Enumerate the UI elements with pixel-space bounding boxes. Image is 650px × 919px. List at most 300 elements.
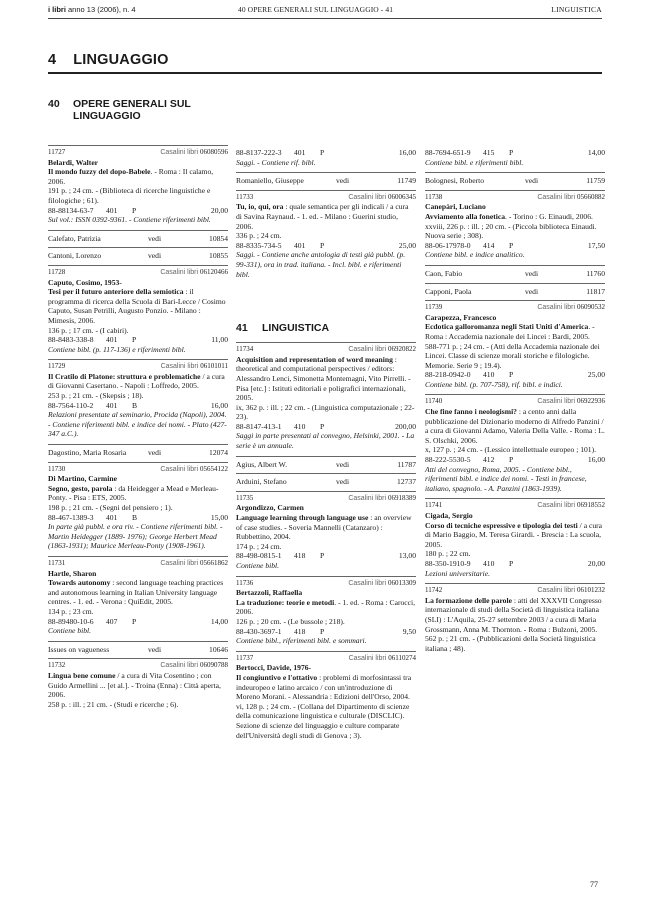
entry-class: 401 xyxy=(106,335,118,345)
entry-title: Il Cratilo di Platone: struttura e problematiche xyxy=(48,371,201,381)
entry-imprint: : theoretical and computational perspectives / editors: Alessandro Lenci, Simonetta Montemagni, Vito Pirrelli. - Pisa [etc.] : Istituti editoriali e poligrafici internazionali, 2005. xyxy=(236,354,411,403)
entry-isbn-row xyxy=(48,335,228,345)
entry-source xyxy=(537,501,605,511)
entry-letter: P xyxy=(509,455,514,465)
entry-number: 11738 xyxy=(425,192,443,201)
entry-class: 410 xyxy=(483,558,495,568)
entry-note: Contiene bibl. e riferimenti bibl. xyxy=(425,157,524,167)
section-40-heading xyxy=(48,98,228,122)
entry-isbn-row xyxy=(236,148,416,158)
xref-target: 10855 xyxy=(209,251,228,261)
entry-note: Contiene bibl. xyxy=(48,626,92,636)
entry-source xyxy=(160,661,228,671)
catalog-entry xyxy=(236,651,416,745)
entry-description xyxy=(236,202,416,231)
chapter-heading xyxy=(48,52,169,68)
source-label: Casalini libri xyxy=(537,502,576,510)
cross-reference xyxy=(48,230,228,248)
entry-source xyxy=(160,268,228,278)
entry-physical: 336 p. ; 24 cm. xyxy=(236,231,282,241)
source-code: 05654122 xyxy=(200,464,228,473)
catalog-entry xyxy=(425,300,605,394)
entry-source xyxy=(348,494,416,504)
entry-title: La formazione delle parole xyxy=(425,595,512,605)
source-label: Casalini libri xyxy=(537,193,576,201)
entry-letter: P xyxy=(509,148,514,157)
entry-imprint: / a cura di Mario Baggio, M. Teresa Girardi. - Brescia : La scuola, 2005. xyxy=(425,520,603,549)
entry-header xyxy=(48,559,228,569)
entry-physical: 253 p. ; 21 cm. - (Skepsis ; 18). xyxy=(48,391,144,401)
entry-price: 200,00 xyxy=(395,421,416,431)
cross-reference xyxy=(236,456,416,474)
column-2 xyxy=(236,148,416,745)
entry-letter: P xyxy=(320,626,325,636)
entry-title: Towards autonomy xyxy=(48,578,111,588)
xref-vedi: vedi xyxy=(336,176,350,186)
source-code: 06110274 xyxy=(388,653,416,662)
entry-number: 11730 xyxy=(48,464,66,473)
xref-vedi: vedi xyxy=(148,644,162,654)
entry-letter: P xyxy=(509,370,514,380)
entry-description xyxy=(48,372,228,391)
xref-name: Romaniello, Giuseppe xyxy=(236,176,304,186)
source-code: 06101011 xyxy=(200,362,228,371)
entry-title: Che fine fanno i neologismi? xyxy=(425,407,517,417)
entry-note: In parte già pubbl. e ora riv. - Contiene riferimenti bibl. - Martin Heidegger (1889- 1976); George Herbert Mead (1863-1931); Maurice Merleau-Ponty (1908-1961). xyxy=(48,522,223,551)
entry-isbn: 88-7564-110-2 xyxy=(48,400,94,410)
entry-isbn-row xyxy=(48,513,228,523)
xref-vedi: vedi xyxy=(525,176,539,186)
entry-letter: P xyxy=(509,240,514,250)
entry-number: 11737 xyxy=(236,653,254,662)
source-code: 05660882 xyxy=(577,192,605,201)
entry-class: 412 xyxy=(483,455,495,465)
entry-physical: ix, 362 p. : ill. ; 22 cm. - (Linguistica computazionale ; 22-23). xyxy=(236,402,415,422)
entry-number: 11732 xyxy=(48,661,66,670)
journal-issue: anno 13 (2006), n. 4 xyxy=(68,5,136,14)
entry-price: 16,00 xyxy=(587,455,605,465)
entry-description xyxy=(236,513,416,542)
entry-number: 11733 xyxy=(236,192,254,201)
entry-author: Argondizzo, Carmen xyxy=(236,503,304,513)
entry-header xyxy=(236,193,416,203)
entry-note: Atti del convegno, Roma, 2005. - Contiene bibl., riferimenti bibl. e indice dei nomi. - Testi in francese, italiano, spagnolo. - A. Panzini (1863-1939). xyxy=(425,464,587,493)
xref-name: Bolognesi, Roberto xyxy=(425,176,485,186)
entry-price: 17,50 xyxy=(587,240,605,250)
entry-isbn: 88-89480-10-6 xyxy=(48,616,94,626)
entry-title: Tu, io, qui, ora xyxy=(236,202,284,212)
entry-header xyxy=(425,501,605,511)
entry-author: Hartle, Sharon xyxy=(48,568,97,578)
xref-name: Caon, Fabio xyxy=(425,268,463,278)
source-label: Casalini libri xyxy=(160,559,199,567)
cross-reference xyxy=(236,172,416,190)
entry-imprint: : a cento anni dalla pubblicazione del Dizionario moderno di Alfredo Panzini / a cura di Giovanni Adamo, Valeria Della Valle. - Roma : L. S. Olschki, 2006. xyxy=(425,407,605,445)
entry-header xyxy=(425,303,605,313)
entry-physical: 198 p. ; 21 cm. - (Segni del pensiero ; 1). xyxy=(48,503,173,512)
entry-number: 11731 xyxy=(48,558,66,567)
page-number: 77 xyxy=(590,880,598,889)
entry-class: 410 xyxy=(483,370,495,380)
entry-title: Avviamento alla fonetica xyxy=(425,211,506,221)
entry-class: 401 xyxy=(294,148,306,157)
journal-name: i libri xyxy=(48,5,66,14)
entry-letter: P xyxy=(509,558,514,568)
column-3 xyxy=(425,148,605,658)
entry-price: 16,00 xyxy=(398,148,416,157)
entry-author: Carapezza, Francesco xyxy=(425,312,497,322)
source-label: Casalini libri xyxy=(160,363,199,371)
entry-note: Saggi. - Contiene rif. bibl. xyxy=(236,157,316,167)
entry-physical: 136 p. ; 17 cm. - (I cabiri). xyxy=(48,325,129,335)
entry-price: 13,00 xyxy=(398,551,416,561)
catalog-entry xyxy=(236,342,416,456)
entry-number: 11728 xyxy=(48,267,66,276)
entry-imprint: : il programma di ricerca della Scuola di Bari-Lecce / Cosimo Caputo, Susan Petrilli, Augusto Ponzio. - Milano : Mimesis, 2006. xyxy=(48,287,226,325)
cross-reference xyxy=(48,641,228,659)
entry-isbn-row xyxy=(48,617,228,627)
xref-name: Dagostino, Maria Rosaria xyxy=(48,448,127,458)
entry-source xyxy=(537,303,605,313)
entry-author: Caputo, Cosimo, 1953- xyxy=(48,277,122,287)
xref-name: Capponi, Paola xyxy=(425,286,472,296)
entry-number: 11741 xyxy=(425,501,443,510)
entry-imprint: : an overview of case studies. - Soveria Mannelli (Catanzaro) : Rubbettino, 2004. xyxy=(236,513,412,542)
entry-imprint: . - Torino : G. Einaudi, 2006. xyxy=(505,211,593,221)
source-label: Casalini libri xyxy=(537,304,576,312)
entry-isbn-row xyxy=(236,551,416,561)
source-label: Casalini libri xyxy=(348,193,387,201)
xref-target: 11759 xyxy=(586,176,605,186)
catalog-entry xyxy=(48,462,228,556)
entry-letter: P xyxy=(132,616,137,626)
entry-class: 415 xyxy=(483,148,495,157)
catalog-entry xyxy=(236,576,416,651)
entry-author: Di Martino, Carmine xyxy=(48,474,117,484)
xref-target: 12074 xyxy=(209,448,228,458)
entry-header xyxy=(48,465,228,475)
entry-description xyxy=(236,673,416,702)
entry-description xyxy=(425,596,605,634)
xref-target: 10646 xyxy=(209,644,228,654)
section-number: 40 xyxy=(48,98,60,110)
entry-isbn: 88-88134-63-7 xyxy=(48,205,94,215)
chapter-number: 4 xyxy=(48,52,57,68)
xref-name: Agius, Albert W. xyxy=(236,459,288,469)
entry-isbn: 88-218-0942-0 xyxy=(425,370,471,380)
source-code: 06080596 xyxy=(200,148,228,156)
source-label: Casalini libri xyxy=(160,662,199,670)
entry-header xyxy=(236,345,416,355)
chapter-title: LINGUAGGIO xyxy=(73,52,169,68)
entry-number: 11739 xyxy=(425,303,443,312)
entry-isbn: 88-8335-734-5 xyxy=(236,240,282,250)
entry-source xyxy=(348,193,416,203)
entry-source xyxy=(537,397,605,407)
section-gap xyxy=(236,284,416,342)
entry-header xyxy=(236,494,416,504)
entry-physical: 562 p. ; 21 cm. - (Pubblicazioni della Società linguistica italiana ; 48). xyxy=(425,634,596,653)
section-title: OPERE GENERALI SUL LINGUAGGIO xyxy=(73,98,191,122)
entry-isbn: 88-222-5530-5 xyxy=(425,455,471,465)
xref-vedi: vedi xyxy=(525,268,539,278)
xref-target: 10854 xyxy=(209,233,228,243)
source-code: 06920822 xyxy=(388,345,416,354)
entry-letter: P xyxy=(132,335,137,345)
entry-physical: 191 p. ; 24 cm. - (Biblioteca di ricerche linguistiche e filologiche ; 61). xyxy=(48,186,211,205)
entry-price: 11,00 xyxy=(211,335,228,345)
entry-author: Bertocci, Davide, 1976- xyxy=(236,663,312,673)
entry-description xyxy=(425,407,605,445)
entry-physical: 588-771 p. ; 24 cm. - (Atti della Accademia nazionale dei Lincei. Classe di scienze morali storiche e filologiche. Memorie. Serie 9 ; 19.4). xyxy=(425,341,600,370)
source-code: 06918552 xyxy=(577,501,605,510)
source-label: Casalini libri xyxy=(160,465,199,473)
entry-title: Language learning through language use xyxy=(236,513,369,523)
source-code: 06101232 xyxy=(577,586,605,595)
entry-class: 401 xyxy=(294,240,306,250)
entry-source xyxy=(348,579,416,589)
entry-title: Corso di tecniche espressive e tipologia dei testi xyxy=(425,520,578,530)
entry-isbn: 88-350-1910-9 xyxy=(425,558,471,568)
source-code: 06922936 xyxy=(577,397,605,406)
xref-name: Cantoni, Lorenzo xyxy=(48,251,102,261)
entry-class: 418 xyxy=(294,551,306,561)
entry-price: 14,00 xyxy=(587,148,605,157)
source-label: Casalini libri xyxy=(160,149,199,156)
source-code: 06090532 xyxy=(577,303,605,312)
entry-class: 401 xyxy=(106,205,118,215)
header-journal xyxy=(48,5,136,14)
entry-note: Saggi. - Contiene anche antologia di testi già pubbl. (p. 99-331), ora in trad. italiana. - Incl. bibl. e riferimenti bibl. xyxy=(236,250,406,279)
entry-isbn-row xyxy=(425,148,605,158)
entry-imprint: : quale semantica per gli indicali / a cura di Savina Raynaud. - 1. ed. - Milano : Guerini studio, 2006. xyxy=(236,202,409,231)
entry-physical: vi, 128 p. ; 24 cm. - (Collana del Dipartimento di scienze della comunicazione linguistica e culturale (DISCLIC). Sezione di scienze del linguaggio e culture comparate dell'Università degli studi di Genova ; 3). xyxy=(236,701,410,740)
xref-vedi: vedi xyxy=(148,233,162,243)
catalog-entry xyxy=(425,498,605,583)
source-label: Casalini libri xyxy=(537,398,576,406)
entry-title: Acquisition and representation of word meaning xyxy=(236,354,393,364)
entry-description xyxy=(48,287,228,325)
entry-number: 11734 xyxy=(236,345,254,354)
entry-isbn: 88-06-17978-0 xyxy=(425,240,471,250)
cross-reference xyxy=(425,172,605,190)
entry-note: Contiene bibl. e indice analitico. xyxy=(425,250,525,260)
entry-author: Cigada, Sergio xyxy=(425,511,473,520)
entry-class: 410 xyxy=(294,421,306,431)
xref-name: Calefato, Patrizia xyxy=(48,233,101,243)
entry-isbn-row xyxy=(48,206,228,216)
catalog-entry xyxy=(425,394,605,498)
entry-class: 407 xyxy=(106,616,118,626)
entry-physical: 174 p. ; 24 cm. xyxy=(236,541,282,551)
source-code: 06090788 xyxy=(200,661,228,670)
header-right: LINGUISTICA xyxy=(551,5,602,14)
entry-class: 418 xyxy=(294,626,306,636)
entry-isbn-row xyxy=(425,455,605,465)
entry-isbn: 88-8483-338-8 xyxy=(48,335,94,345)
entry-title: Tesi per il futuro anteriore della semiotica xyxy=(48,287,184,297)
xref-target: 11817 xyxy=(586,286,605,296)
entry-price: 20,00 xyxy=(210,205,228,215)
xref-target: 11749 xyxy=(397,176,416,186)
entry-note: Contiene bibl. (p. 707-758), rif. bibl. e indici. xyxy=(425,379,563,389)
entry-isbn-row xyxy=(48,401,228,411)
entry-class: 414 xyxy=(483,240,495,250)
entry-note: Saggi in parte presentati al convegno, Helsinki, 2001. - La serie è un annuale. xyxy=(236,431,415,451)
entry-price: 25,00 xyxy=(587,370,605,380)
entry-number: 11736 xyxy=(236,578,254,587)
entry-physical: 258 p. : ill. ; 21 cm. - (Studi e ricerche ; 6). xyxy=(48,699,179,709)
source-code: 06120466 xyxy=(200,267,228,276)
entry-imprint: / a cura di Giovanni Casertano. - Napoli : Loffredo, 2005. xyxy=(48,371,225,391)
entry-imprint: : problemi di morfosintassi tra indeuropeo e latino arcaico / con un'introduzione di Moreno Morani. - Alessandria : Edizioni dell'Orso, 2004. xyxy=(236,672,412,702)
entry-number: 11727 xyxy=(48,148,66,156)
source-label: Casalini libri xyxy=(348,346,387,354)
entry-header xyxy=(48,268,228,278)
entry-imprint: : atti del XXXVII Congresso internazionale di studi della Società di linguistica italiana (SLI) : L'Aquila, 25-27 settembre 2003 / a cura di Maria Grossmann, Anna M. Thornton. - Roma : Bulzoni, 2005. xyxy=(425,595,602,634)
source-code: 06013309 xyxy=(388,578,416,587)
catalog-entry xyxy=(236,491,416,576)
catalog-entry xyxy=(48,145,228,230)
entry-price: 15,00 xyxy=(210,512,228,522)
entry-price: 25,00 xyxy=(398,240,416,250)
entry-isbn-row xyxy=(425,559,605,569)
entry-letter: P xyxy=(320,240,325,250)
entry-isbn: 88-467-1389-3 xyxy=(48,512,94,522)
cross-reference xyxy=(425,283,605,301)
entry-source xyxy=(537,586,605,596)
entry-note: Contiene bibl., riferimenti bibl. e sommari. xyxy=(236,636,367,646)
column-1 xyxy=(48,145,228,714)
entry-isbn-row xyxy=(425,241,605,251)
entry-imprint: . - Roma : Il calamo, 2006. xyxy=(48,167,214,186)
source-code: 05661862 xyxy=(200,558,228,567)
entry-source xyxy=(537,193,605,203)
entry-source xyxy=(349,654,416,664)
entry-note: Lezioni universitarie. xyxy=(425,568,490,578)
entry-isbn-row xyxy=(236,627,416,637)
entry-number: 11729 xyxy=(48,362,66,371)
entry-header xyxy=(48,661,228,671)
entry-source xyxy=(160,465,228,475)
source-label: Casalini libri xyxy=(160,268,199,276)
cross-reference xyxy=(48,247,228,265)
section-title: LINGUISTICA xyxy=(262,322,330,334)
source-label: Casalini libri xyxy=(537,587,576,595)
cross-reference xyxy=(48,444,228,462)
entry-description xyxy=(48,484,228,503)
entry-imprint: : da Heidegger a Mead e Merleau-Ponty. - Pisa : ETS, 2005. xyxy=(48,483,219,503)
entry-isbn: 88-8137-222-3 xyxy=(236,148,282,157)
entry-note: Contiene bibl. (p. 117-136) e riferimenti bibl. xyxy=(48,344,186,354)
entry-isbn: 88-8147-413-1 xyxy=(236,421,282,431)
entry-letter: P xyxy=(132,205,137,215)
entry-author: Canepàri, Luciano xyxy=(425,202,486,212)
xref-vedi: vedi xyxy=(336,459,350,469)
entry-note: Contiene bibl. xyxy=(236,561,280,570)
entry-header xyxy=(236,654,416,664)
entry-price: 9,50 xyxy=(402,626,416,636)
catalog-entry xyxy=(48,359,228,444)
entry-price: 20,00 xyxy=(587,558,605,568)
xref-target: 11787 xyxy=(397,459,416,469)
cross-reference xyxy=(425,265,605,283)
xref-target: 11760 xyxy=(586,268,605,278)
entry-isbn-row xyxy=(425,370,605,380)
xref-name: Issues on vagueness xyxy=(48,644,110,654)
entry-number: 11740 xyxy=(425,397,443,406)
entry-description xyxy=(48,578,228,607)
entry-header xyxy=(425,397,605,407)
entry-title: La traduzione: teorie e metodi xyxy=(236,597,335,607)
catalog-entry xyxy=(48,556,228,641)
source-label: Casalini libri xyxy=(348,579,387,587)
entry-title: Il mondo fuzzy del dopo-Babele xyxy=(48,167,151,177)
entry-imprint: . - 1. ed. - Roma : Carocci, 2006. xyxy=(236,597,416,617)
entry-imprint: . - Roma : Accademia nazionale dei Lincei : Bardi, 2005. xyxy=(425,322,595,341)
entry-class: 401 xyxy=(106,512,118,522)
source-code: 06918389 xyxy=(388,493,416,502)
entry-physical: 134 p. ; 23 cm. xyxy=(48,606,94,616)
entry-description xyxy=(48,167,228,186)
entry-number: 11742 xyxy=(425,586,443,595)
entry-note: Relazioni presentate al seminario, Procida (Napoli), 2004. - Contiene riferimenti bibl. e indice dei nomi. - Plato (427-347 a.C.). xyxy=(48,410,227,439)
entry-title: Lingua bene comune xyxy=(48,670,116,680)
catalog-entry xyxy=(425,190,605,265)
entry-header xyxy=(236,579,416,589)
entry-price: 16,00 xyxy=(210,400,228,410)
entry-physical: x, 127 p. ; 24 cm. - (Lessico intellettuale europeo ; 101). xyxy=(425,445,597,455)
entry-physical: 180 p. ; 22 cm. xyxy=(425,549,471,559)
entry-continuation xyxy=(425,148,605,172)
entry-source xyxy=(160,148,228,158)
entry-header xyxy=(48,362,228,372)
entry-source xyxy=(161,362,228,372)
source-code: 06006345 xyxy=(388,192,416,201)
xref-vedi: vedi xyxy=(148,251,162,261)
entry-letter: P xyxy=(320,551,325,561)
xref-vedi: vedi xyxy=(525,286,539,296)
catalog-entry xyxy=(236,190,416,284)
entry-isbn: 88-430-3697-1 xyxy=(236,626,282,636)
entry-isbn-row xyxy=(236,422,416,432)
xref-name: Arduini, Stefano xyxy=(236,477,287,487)
entry-header xyxy=(425,193,605,203)
xref-vedi: vedi xyxy=(148,448,162,458)
xref-target: 12737 xyxy=(397,477,416,487)
entry-isbn-row xyxy=(236,241,416,251)
entry-source xyxy=(160,559,228,569)
entry-isbn: 88-498-0815-1 xyxy=(236,551,282,561)
entry-physical: xxviii, 226 p. : ill. ; 20 cm. - (Piccola biblioteca Einaudi. Nuova serie ; 308). xyxy=(425,221,597,241)
entry-letter: P xyxy=(320,148,325,157)
xref-vedi: vedi xyxy=(336,477,350,487)
entry-title: Ecdotica galloromanza negli Stati Uniti d'America xyxy=(425,322,589,332)
entry-isbn: 88-7694-651-9 xyxy=(425,148,471,157)
entry-price: 14,00 xyxy=(210,616,228,626)
entry-description xyxy=(425,212,605,222)
entry-physical: 126 p. ; 20 cm. - (Le bussole ; 218). xyxy=(236,616,345,626)
entry-title: Il congiuntivo e l'ottativo xyxy=(236,672,318,682)
catalog-entry xyxy=(48,658,228,714)
entry-header xyxy=(425,586,605,596)
catalog-entry xyxy=(425,583,605,658)
entry-description xyxy=(236,355,416,403)
entry-author: Bertazzoli, Raffaella xyxy=(236,588,303,598)
header-center: 40 OPERE GENERALI SUL LINGUAGGIO - 41 xyxy=(238,5,394,14)
cross-reference xyxy=(236,473,416,491)
entry-number: 11735 xyxy=(236,493,254,502)
